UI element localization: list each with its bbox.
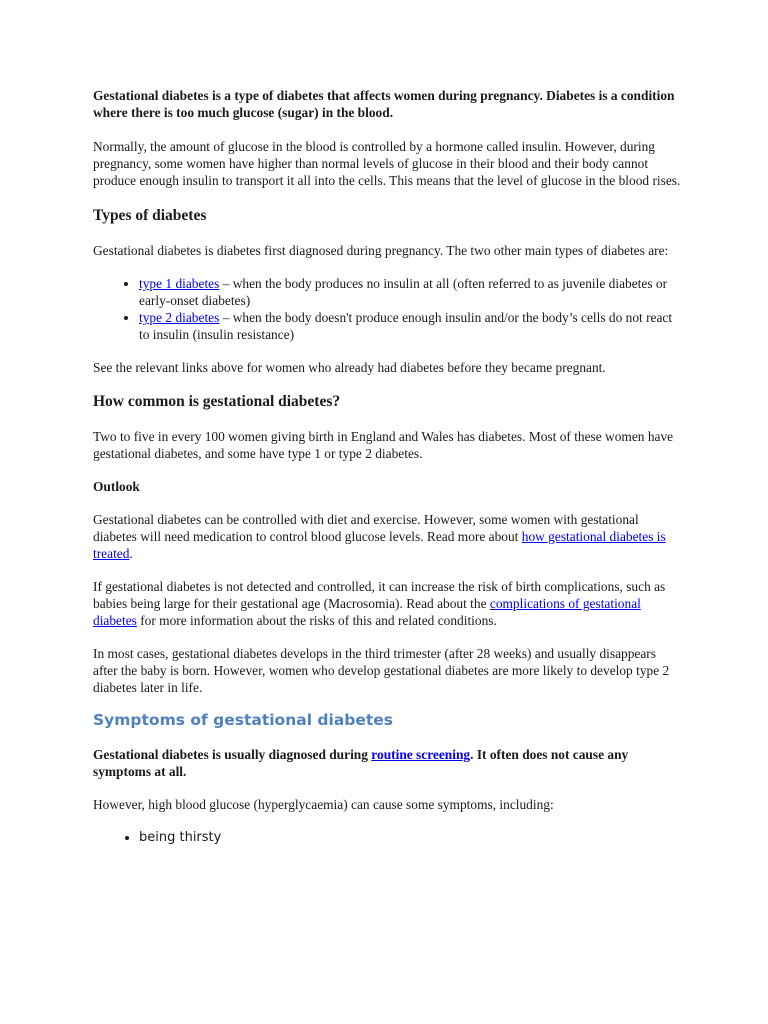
symptoms-p1-end: . It often does not cause any symptoms at all. <box>93 747 629 779</box>
symptoms-paragraph-2: However, high blood glucose (hyperglycaemia) can cause some symptoms, including: <box>93 797 554 812</box>
see-links-paragraph: See the relevant links above for women who already had diabetes before they became pregnant. <box>93 360 606 375</box>
intro-paragraph: Gestational diabetes is a type of diabetes that affects women during pregnancy. Diabetes is a condition where there is too much glucose (sugar) in the blood. <box>93 88 675 120</box>
type-1-diabetes-link[interactable]: type 1 diabetes <box>139 276 220 291</box>
outlook-paragraph-1 <box>93 511 683 562</box>
outlook-p1-text: Gestational diabetes can be controlled with diet and exercise. However, some women with gestational diabetes will need medication to control blood glucose levels. Read more about <box>93 512 639 544</box>
how-common-heading: How common is gestational diabetes? <box>93 393 341 410</box>
outlook-p2-end: for more information about the risks of this and related conditions. <box>136 613 497 628</box>
list-item <box>139 309 683 343</box>
type-2-diabetes-link[interactable]: type 2 diabetes <box>139 310 220 325</box>
list-item: • being thirsty <box>139 829 683 846</box>
symptoms-paragraph-1 <box>93 746 683 780</box>
document-page <box>93 87 683 846</box>
outlook-paragraph-2 <box>93 578 683 629</box>
outlook-paragraph-3: In most cases, gestational diabetes develops in the third trimester (after 28 weeks) and usually disappears after the baby is born. However, women who develop gestational diabetes are more likely to develop type 2 diabetes later in life. <box>93 646 670 695</box>
outlook-p1-end: . <box>129 546 133 561</box>
routine-screening-link[interactable]: routine screening <box>371 747 471 762</box>
symptoms-heading: Symptoms of gestational diabetes <box>93 711 394 729</box>
treatment-link[interactable]: how gestational diabetes is treated <box>93 529 666 561</box>
symptoms-p1-text: Gestational diabetes is usually diagnosed during <box>93 747 372 762</box>
complications-link[interactable]: complications of gestational diabetes <box>93 596 641 628</box>
outlook-p2-text: If gestational diabetes is not detected and controlled, it can increase the risk of birth complications, such as babies being large for their gestational age (Macrosomia). Read about the <box>93 579 666 611</box>
how-common-paragraph: Two to five in every 100 women giving birth in England and Wales has diabetes. Most of these women have gestational diabetes, and some have type 1 or type 2 diabetes. <box>93 429 674 461</box>
types-heading: Types of diabetes <box>93 207 207 224</box>
types-paragraph: Gestational diabetes is diabetes first diagnosed during pregnancy. The two other main types of diabetes are: <box>93 243 669 258</box>
symptoms-list <box>93 829 683 846</box>
list-item <box>139 275 683 309</box>
list-item-text: – when the body produces no insulin at all (often referred to as juvenile diabetes or early-onset diabetes) <box>139 276 668 308</box>
normally-paragraph: Normally, the amount of glucose in the blood is controlled by a hormone called insulin. However, during pregnancy, some women have higher than normal levels of glucose in their blood and their body cannot produce enough insulin to transport it all into the cells. This means that the level of glucose in the blood rises. <box>93 139 681 188</box>
outlook-heading: Outlook <box>93 479 140 494</box>
list-item-text: – when the body doesn't produce enough insulin and/or the body’s cells do not react to insulin (insulin resistance) <box>139 310 673 342</box>
diabetes-types-list <box>93 275 683 343</box>
